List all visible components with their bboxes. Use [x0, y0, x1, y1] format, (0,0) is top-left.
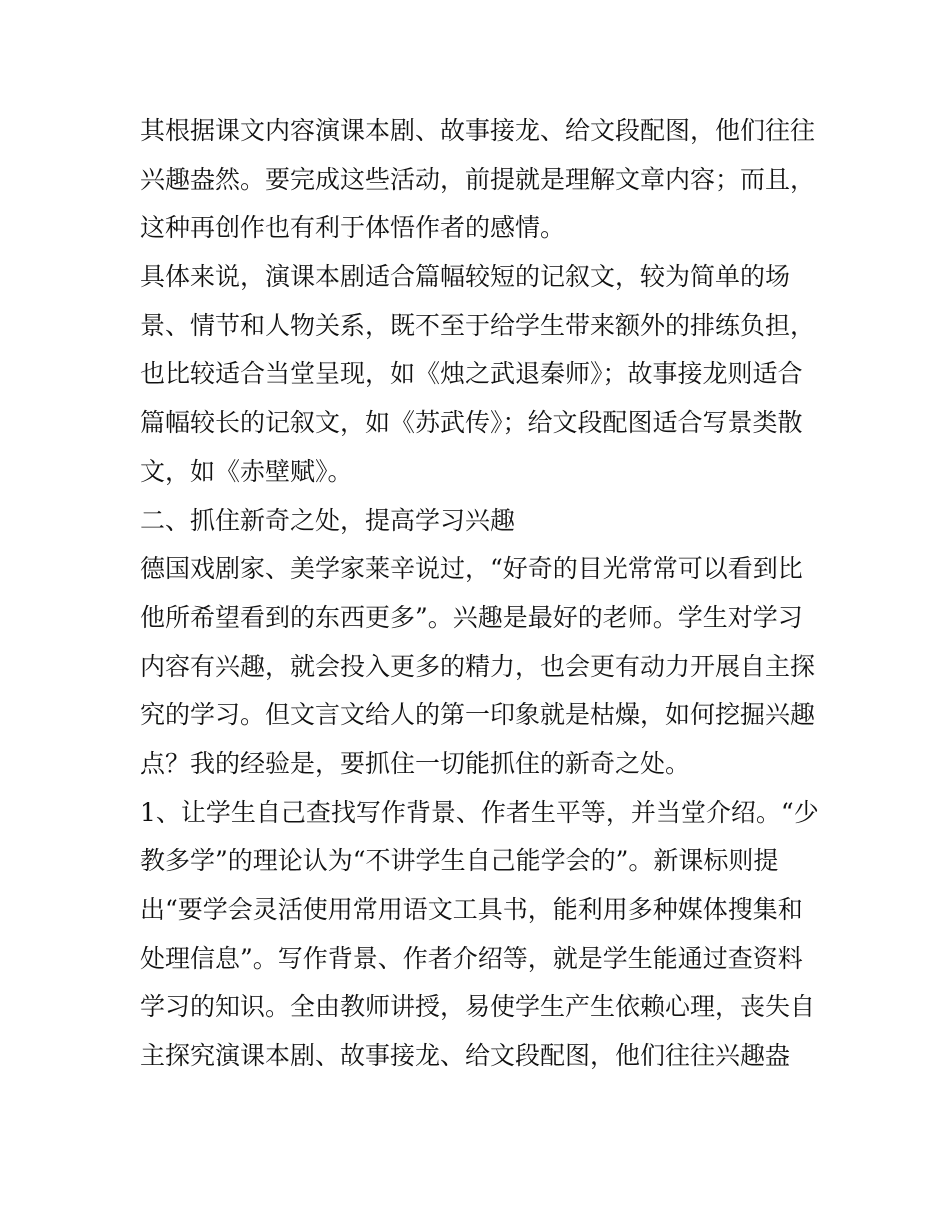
text-line: 处理信息”。写作背景、作者介绍等，就是学生能通过查资料: [140, 943, 803, 973]
text-line: 这种再创作也有利于体悟作者的感情。: [140, 213, 566, 243]
text-line: 他所希望看到的东西更多”。兴趣是最好的老师。学生对学习: [140, 602, 803, 632]
text-line: 学习的知识。全由教师讲授，易使学生产生依赖心理，丧失自: [140, 992, 816, 1022]
text-line: 内容有兴趣，就会投入更多的精力，也会更有动力开展自主探: [140, 651, 816, 681]
section-heading: 二、抓住新奇之处，提高学习兴趣: [140, 505, 516, 535]
text-line: 文，如《赤壁赋》。: [140, 456, 353, 486]
text-line: 兴趣盎然。要完成这些活动，前提就是理解文章内容；而且，: [140, 164, 816, 194]
text-line: 景、情节和人物关系，既不至于给学生带来额外的排练负担，: [140, 310, 816, 340]
text-line: 篇幅较长的记叙文，如《苏武传》；给文段配图适合写景类散: [140, 408, 803, 438]
text-line: 1、让学生自己查找写作背景、作者生平等，并当堂介绍。“少: [140, 797, 819, 827]
text-line: 其根据课文内容演课本剧、故事接龙、给文段配图，他们往往: [140, 116, 816, 145]
text-line: 出“要学会灵活使用常用语文工具书，能利用多种媒体搜集和: [140, 895, 803, 924]
text-line: 点？我的经验是，要抓住一切能抓住的新奇之处。: [140, 748, 691, 778]
text-line: 德国戏剧家、美学家莱辛说过，“好奇的目光常常可以看到比: [140, 554, 803, 584]
text-line: 具体来说，演课本剧适合篇幅较短的记叙文，较为简单的场: [140, 262, 791, 292]
text-line: 主探究演课本剧、故事接龙、给文段配图，他们往往兴趣盎: [140, 1041, 791, 1071]
text-line: 教多学”的理论认为“不讲学生自己能学会的”。新课标则提: [140, 846, 779, 876]
text-line: 也比较适合当堂呈现，如《烛之武退秦师》；故事接龙则适合: [140, 359, 803, 389]
text-line: 究的学习。但文言文给人的第一印象就是枯燥，如何挖掘兴趣: [140, 700, 816, 730]
document-body: [140, 107, 830, 1081]
